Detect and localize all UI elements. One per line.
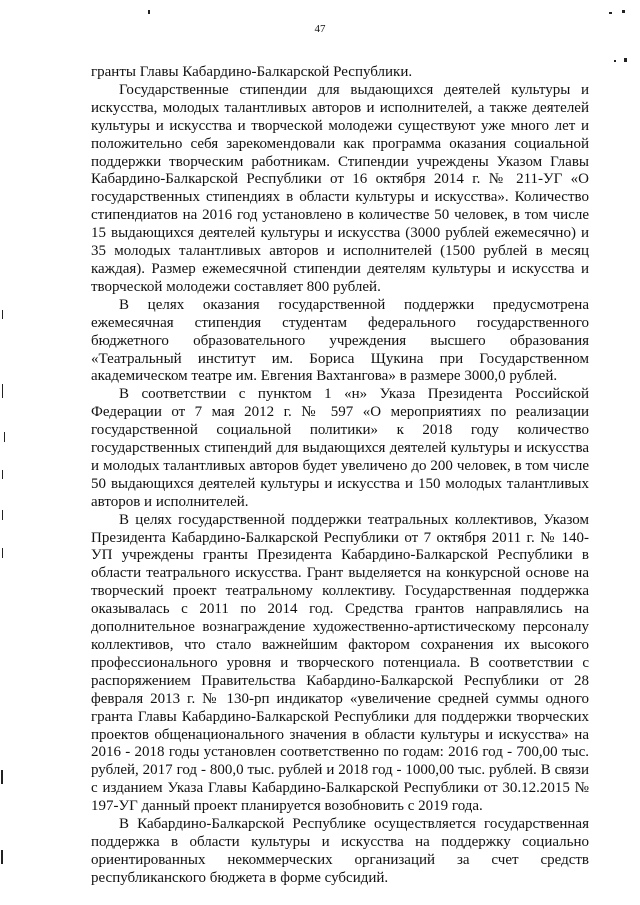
scan-mark: [2, 548, 3, 558]
scan-mark: [1, 850, 3, 864]
scan-mark: [1, 770, 3, 784]
scan-mark: [622, 10, 625, 13]
paragraph-theatre-grants: В целях государственной поддержки театральных коллективов, Указом Президента Кабардино-Балкарской Республики от 7 октября 2011 г. № 140-УП учреждены гранты Президента Кабардино-Балкарской Республики в области театрального искусства. Грант выделяется на конкурсной основе на творческий проект театральному коллективу. Государственная поддержка оказывалась с 2011 по 2014 год. Средства грантов направлялись на дополнительное вознаграждение художественно-артистическому персоналу коллективов, что стало важнейшим фактором сохранения их высокого профессионального уровня и творческого потенциала. В соответствии с распоряжением Правительства Кабардино-Балкарской Республики от 28 февраля 2013 г. № 130-рп индикатор «увеличение средней суммы одного гранта Главы Кабардино-Балкарской Республики для поддержки творческих проектов общенационального значения в области культуры и искусства» на 2016 - 2018 годы установлен соответственно по годам: 2016 год - 700,00 тыс. рублей, 2017 год - 800,0 тыс. рублей и 2018 год - 1000,00 тыс. рублей. В связи с изданием Указа Главы Кабардино-Балкарской Республики от 30.12.2015 № 197-УГ данный проект планируется возобновить с 2019 года.: [91, 511, 589, 815]
document-body: [91, 64, 589, 888]
paragraph-state-scholarships: Государственные стипендии для выдающихся деятелей культуры и искусства, молодых талантливых авторов и исполнителей, а также деятелей культуры и искусства и творческой молодежи существуют уже много лет и положительно себя зарекомендовали как программа оказания социальной поддержки творческим работникам. Стипендии учреждены Указом Главы Кабардино-Балкарской Республики от 16 октября 2014 г. № 211-УГ «О государственных стипендиях в области культуры и искусства». Количество стипендиатов на 2016 год установлено в количестве 50 человек, в том числе 15 выдающихся деятелей культуры и искусства (3000 рублей ежемесячно) и 35 молодых талантливых авторов и исполнителей (1500 рублей в месяц каждая). Размер ежемесячной стипендии деятелям культуры и искусства и творческой молодежи составляет 800 рублей.: [91, 81, 589, 295]
scan-mark: [148, 10, 150, 14]
scan-mark: [609, 12, 612, 14]
scan-mark: [2, 384, 3, 398]
paragraph-nonprofit-support: В Кабардино-Балкарской Республике осуществляется государственная поддержка в области культуры и искусства на поддержку социально ориентированных некоммерческих организаций за счет средств республиканского бюджета в форме субсидий.: [91, 816, 589, 886]
scan-mark: [614, 60, 616, 62]
scan-mark: [2, 510, 3, 520]
scan-mark: [4, 432, 5, 442]
page-number: 47: [314, 23, 326, 35]
scan-mark: [2, 470, 3, 479]
scan-mark: [2, 310, 3, 319]
paragraph-presidential-decree: В соответствии с пунктом 1 «н» Указа Президента Российской Федерации от 7 мая 2012 г. № 597 «О мероприятиях по реализации государственной социальной политики» к 2018 году количество государственных стипендий для выдающихся деятелей культуры и искусства и молодых талантливых авторов будет увеличено до 200 человек, в том числе 50 выдающихся деятелей культуры и искусства и 150 молодых талантливых авторов и исполнителей.: [91, 386, 589, 510]
paragraph-student-stipend: В целях оказания государственной поддержки предусмотрена ежемесячная стипендия студентам федерального государственного бюджетного образовательного учреждения высшего образования «Театральный институт им. Бориса Щукина при Государственном академическом театре им. Евгения Вахтангова» в размере 3000,0 рублей.: [91, 296, 589, 385]
paragraph-grants-continuation: гранты Главы Кабардино-Балкарской Республики.: [91, 64, 413, 80]
scan-mark: [624, 58, 627, 62]
